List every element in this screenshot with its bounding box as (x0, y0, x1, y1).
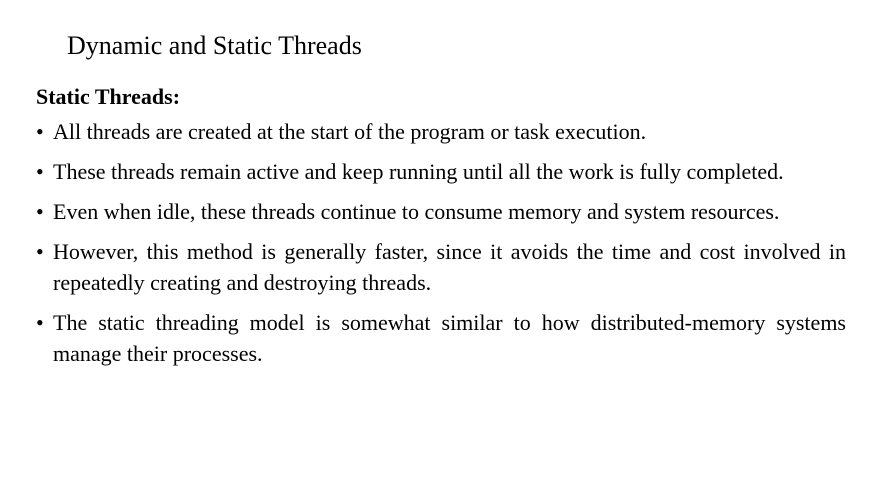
bullet-marker: • (36, 119, 44, 144)
bullet-item (36, 236, 846, 298)
bullet-text: The static threading model is somewhat similar to how distributed-memory systems manage their processes. (53, 310, 846, 366)
bullet-marker: • (36, 159, 44, 184)
bullet-text: All threads are created at the start of the program or task execution. (53, 119, 647, 144)
bullet-marker: • (36, 199, 44, 224)
bullet-text: However, this method is generally faster, since it avoids the time and cost involved in repeatedly creating and destroying threads. (53, 239, 846, 295)
bullet-marker: • (36, 239, 44, 264)
bullet-item (36, 307, 846, 369)
bullet-list (36, 116, 846, 369)
section-heading: Static Threads: (36, 84, 181, 109)
bullet-text: These threads remain active and keep running until all the work is fully completed. (53, 159, 784, 184)
bullet-text: Even when idle, these threads continue to consume memory and system resources. (53, 199, 780, 224)
bullet-item (36, 196, 846, 227)
bullet-item (36, 156, 846, 187)
slide-title: Dynamic and Static Threads (67, 31, 362, 60)
slide-content (36, 82, 846, 378)
bullet-item (36, 116, 846, 147)
bullet-marker: • (36, 310, 44, 335)
